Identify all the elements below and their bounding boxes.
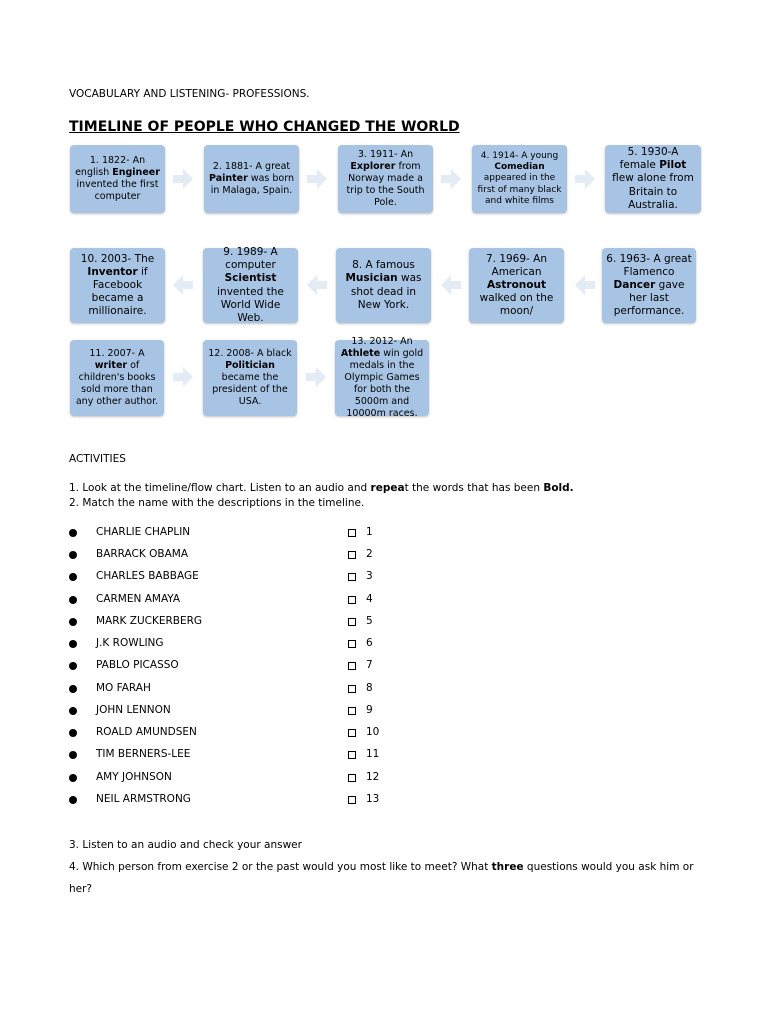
match-name: JOHN LENNON (96, 704, 171, 716)
timeline-box-4 (472, 145, 567, 213)
timeline-box-11 (70, 340, 164, 416)
timeline-box-8 (336, 248, 431, 323)
match-name: TIM BERNERS-LEE (96, 748, 191, 760)
bullet-icon (69, 774, 77, 782)
match-number: 8 (366, 682, 373, 694)
timeline-box-text (606, 253, 692, 319)
match-number: 6 (366, 637, 373, 649)
match-checkbox[interactable] (348, 551, 356, 559)
timeline-text-post: became the president of the USA. (212, 372, 288, 407)
match-checkbox[interactable] (348, 529, 356, 537)
match-checkbox[interactable] (348, 640, 356, 648)
timeline-box-text (476, 151, 563, 207)
timeline-box-13 (335, 336, 429, 419)
timeline-box-10 (70, 248, 165, 323)
timeline-text-post: of children's books sold more than any other author. (75, 360, 159, 407)
instruction-4 (69, 856, 709, 900)
timeline-text-post: invented the first computer (76, 179, 159, 202)
timeline-box-text (207, 246, 294, 325)
instruction-1-text: 1. Look at the timeline/flow chart. Listen to an audio and (69, 482, 371, 494)
timeline-text-pre: 11. 2007- A (89, 348, 145, 360)
match-checkbox[interactable] (348, 573, 356, 581)
timeline-box-text (342, 149, 429, 208)
flow-arrow-left-icon (441, 275, 461, 295)
timeline-text-pre: 8. A famous (352, 259, 415, 272)
match-name: PABLO PICASSO (96, 659, 179, 671)
worksheet-header: VOCABULARY AND LISTENING- PROFESSIONS. (69, 88, 310, 100)
match-number: 13 (366, 793, 380, 805)
match-name: AMY JOHNSON (96, 771, 172, 783)
timeline-profession: Painter (209, 173, 248, 185)
match-checkbox[interactable] (348, 685, 356, 693)
timeline-profession: Comedian (494, 162, 545, 173)
timeline-text-pre: 4. 1914- A young (480, 150, 559, 161)
bullet-icon (69, 529, 77, 537)
timeline-box-text (473, 253, 560, 319)
timeline-text-pre: 1. 1822- An english (75, 155, 146, 179)
timeline-profession: Scientist (224, 272, 277, 285)
timeline-box-text (340, 259, 427, 312)
match-checkbox[interactable] (348, 729, 356, 737)
match-name: MO FARAH (96, 682, 151, 694)
timeline-text-pre: 6. 1963- A great Flamenco (606, 252, 692, 278)
match-number: 11 (366, 748, 380, 760)
timeline-box-text (74, 348, 160, 407)
flow-arrow-left-icon (173, 275, 193, 295)
timeline-box-text (74, 253, 161, 319)
match-checkbox[interactable] (348, 596, 356, 604)
timeline-box-9 (203, 248, 298, 323)
match-number: 10 (366, 726, 380, 738)
timeline-box-text (74, 155, 161, 203)
flow-arrow-right-icon (173, 367, 193, 387)
timeline-box-text (609, 146, 697, 212)
timeline-text-post: flew alone from Britain to Australia. (612, 172, 694, 211)
timeline-text-post: gave her last performance. (613, 278, 685, 318)
timeline-profession: Astronout (487, 278, 546, 291)
timeline-box-3 (338, 145, 433, 213)
timeline-box-text (339, 336, 425, 419)
bullet-icon (69, 551, 77, 559)
match-checkbox[interactable] (348, 662, 356, 670)
activities-heading: ACTIVITIES (69, 453, 126, 465)
timeline-profession: Inventor (87, 265, 138, 278)
instruction-4-text-end: questions would you ask him or her? (69, 861, 694, 895)
match-number: 5 (366, 615, 373, 627)
bullet-icon (69, 707, 77, 715)
match-name: J.K ROWLING (96, 637, 164, 649)
instruction-2: 2. Match the name with the descriptions in the timeline. (69, 497, 365, 509)
timeline-text-pre: 12. 2008- A black (208, 348, 292, 360)
match-name: NEIL ARMSTRONG (96, 793, 191, 805)
instruction-1-bold-word: Bold. (543, 482, 574, 494)
bullet-icon (69, 662, 77, 670)
flow-arrow-right-icon (441, 169, 461, 189)
timeline-text-post: was shot dead in New York. (350, 272, 422, 311)
timeline-box-7 (469, 248, 564, 323)
timeline-text-pre: 3. 1911- An (357, 149, 414, 161)
match-number: 9 (366, 704, 373, 716)
match-name: ROALD AMUNDSEN (96, 726, 197, 738)
instruction-4-text: 4. Which person from exercise 2 or the past would you most like to meet? What (69, 861, 492, 873)
bullet-icon (69, 685, 77, 693)
match-name: BARRACK OBAMA (96, 548, 188, 560)
bullet-icon (69, 729, 77, 737)
timeline-box-12 (203, 340, 297, 416)
match-name: CARMEN AMAYA (96, 593, 181, 605)
match-checkbox[interactable] (348, 707, 356, 715)
timeline-text-pre: 10. 2003- The (80, 252, 155, 265)
flow-arrow-right-icon (306, 367, 326, 387)
timeline-text-pre: 9. 1989- A computer (223, 246, 278, 272)
match-number: 1 (366, 526, 373, 538)
instruction-3: 3. Listen to an audio and check your answer (69, 839, 302, 851)
match-number: 3 (366, 570, 373, 582)
match-number: 2 (366, 548, 373, 560)
timeline-profession: Engineer (112, 167, 160, 179)
timeline-box-6 (602, 248, 696, 323)
flow-arrow-right-icon (307, 169, 327, 189)
match-checkbox[interactable] (348, 796, 356, 804)
timeline-box-2 (204, 145, 299, 213)
timeline-box-1 (70, 145, 165, 213)
instruction-1-bold-repea: repea (370, 482, 405, 494)
match-name: CHARLIE CHAPLIN (96, 526, 191, 538)
timeline-text-pre: 5. 1930-A female (619, 146, 679, 172)
timeline-text-pre: 7. 1969- An American (485, 252, 548, 278)
match-checkbox[interactable] (348, 618, 356, 626)
timeline-text-post: was born in Malaga, Spain. (210, 173, 294, 196)
match-checkbox[interactable] (348, 774, 356, 782)
timeline-box-text (207, 348, 293, 407)
timeline-text-post: from Norway made a trip to the South Pole. (346, 161, 425, 208)
match-name: CHARLES BABBAGE (96, 570, 199, 582)
match-number: 7 (366, 659, 373, 671)
timeline-profession: Athlete (340, 348, 381, 360)
instruction-1-text-mid: t the words that has been (404, 482, 544, 494)
timeline-text-post: win gold medals in the Olympic Games for both the 5000m and 10000m races. (344, 348, 424, 419)
flow-arrow-right-icon (173, 169, 193, 189)
bullet-icon (69, 573, 77, 581)
timeline-profession: Dancer (613, 278, 656, 291)
timeline-profession: Politician (225, 360, 275, 372)
timeline-text-pre: 13. 2012- An (351, 336, 413, 348)
bullet-icon (69, 640, 77, 648)
flow-arrow-right-icon (575, 169, 595, 189)
timeline-text-post: invented the World Wide Web. (217, 285, 284, 324)
timeline-profession: Explorer (350, 161, 396, 173)
flow-arrow-left-icon (307, 275, 327, 295)
bullet-icon (69, 751, 77, 759)
timeline-text-pre: 2. 1881- A great (212, 161, 291, 173)
timeline-text-post: if Facebook became a millionaire. (88, 265, 148, 318)
match-number: 12 (366, 771, 380, 783)
timeline-text-post: walked on the moon/ (479, 292, 554, 318)
timeline-box-5 (605, 145, 701, 213)
bullet-icon (69, 618, 77, 626)
bullet-icon (69, 596, 77, 604)
worksheet-title: TIMELINE OF PEOPLE WHO CHANGED THE WORLD (69, 119, 460, 135)
match-number: 4 (366, 593, 373, 605)
bullet-icon (69, 796, 77, 804)
timeline-box-text (208, 161, 295, 197)
instruction-1 (69, 482, 574, 494)
match-name: MARK ZUCKERBERG (96, 615, 203, 627)
timeline-text-post: appeared in the first of many black and white films (477, 173, 562, 206)
flow-arrow-left-icon (575, 275, 595, 295)
timeline-profession: Musician (345, 272, 398, 285)
instruction-4-bold-three: three (491, 861, 524, 873)
timeline-profession: writer (94, 360, 128, 372)
timeline-profession: Pilot (659, 159, 687, 172)
match-checkbox[interactable] (348, 751, 356, 759)
